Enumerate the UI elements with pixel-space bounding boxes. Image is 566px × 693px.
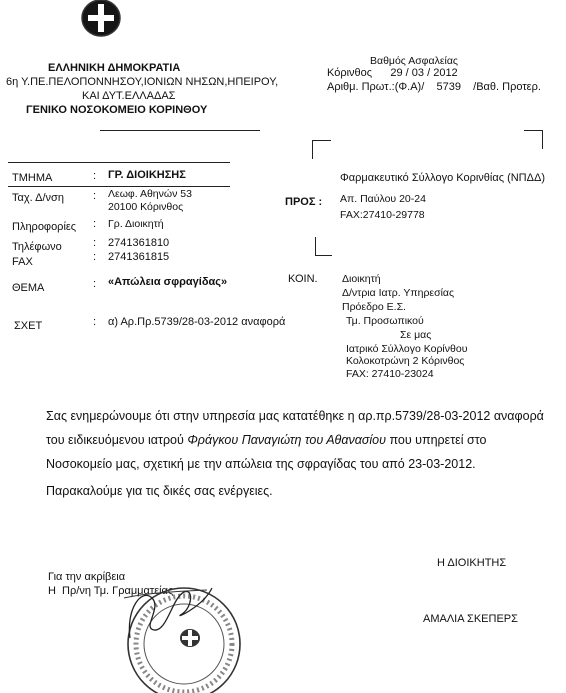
- header-line1: ΕΛΛΗΝΙΚΗ ΔΗΜΟΚΡΑΤΙΑ: [48, 62, 181, 74]
- fields-top-rule: [8, 162, 230, 163]
- body-line-4: Παρακαλούμε για τις δικές σας ενέργειες.: [46, 484, 273, 498]
- dept-colon: :: [93, 170, 97, 182]
- fax-label: FAX: [12, 256, 33, 268]
- subject-value: «Απώλεια σφραγίδας»: [108, 276, 228, 288]
- phone-label: Τηλέφωνο: [12, 241, 62, 253]
- header-line3: ΚΑΙ ΔΥΤ.ΕΛΛΑΔΑΣ: [82, 90, 176, 102]
- reference-label: ΣΧΕΤ: [14, 320, 43, 332]
- cc-item: FAX: 27410-23024: [346, 368, 434, 380]
- dept-value: ΓΡ. ΔΙΟΙΚΗΣΗΣ: [108, 169, 186, 181]
- body-line-2: [46, 428, 486, 452]
- reference-colon: :: [93, 316, 97, 328]
- header-hospital: ΓΕΝΙΚΟ ΝΟΣΟΚΟΜΕΙΟ ΚΟΡΙΝΘΟΥ: [26, 104, 208, 116]
- handwritten-signature: [112, 568, 222, 658]
- header-line2: 6η Υ.ΠΕ.ΠΕΛΟΠΟΝΝΗΣΟΥ,ΙΟΝΙΩΝ ΝΗΣΩΝ,ΗΠΕΙΡΟΥ,: [6, 76, 279, 88]
- info-value: Γρ. Διοικητή: [108, 218, 164, 230]
- corner-mark-top-left: [312, 140, 331, 159]
- info-colon: :: [93, 218, 97, 230]
- cc-item: Δ/ντρια Ιατρ. Υπηρεσίας: [342, 287, 455, 299]
- doctor-name: Φράγκου Παναγιώτη του Αθανασίου: [187, 433, 386, 447]
- cc-item: Σε μας: [400, 329, 432, 341]
- fax-colon: :: [93, 251, 97, 263]
- body-line-2-post: που υπηρετεί στο: [385, 433, 487, 447]
- place-date: Κόρινθος 29 / 03 / 2012: [327, 67, 458, 79]
- body-line-1: Σας ενημερώνουμε ότι στην υπηρεσία μας κατατέθηκε η αρ.πρ.5739/28-03-2012 αναφορά: [46, 409, 544, 423]
- reference-value: α) Αρ.Πρ.5739/28-03-2012 αναφορά: [108, 316, 286, 328]
- recipient-address: Απ. Παύλου 20-24: [340, 193, 426, 205]
- recipient-name: Φαρμακευτικό Σύλλογο Κορινθίας (ΝΠΔΔ): [340, 172, 545, 184]
- info-label: Πληροφορίες: [12, 221, 77, 233]
- protocol-number: Αριθμ. Πρωτ.:(Φ.Α)/ 5739 /Βαθ. Προτερ.: [327, 81, 541, 93]
- cc-item: Διοικητή: [342, 273, 381, 285]
- corner-mark-bottom-left: [315, 237, 332, 256]
- subject-label: ΘΕΜΑ: [12, 282, 45, 294]
- cc-item: Ιατρικό Σύλλογο Κορίνθου: [346, 343, 468, 355]
- phone-value: 2741361810: [108, 237, 170, 249]
- phone-colon: :: [93, 237, 97, 249]
- accuracy-line-2: Η Πρ/νη Τμ. Γραμματείας: [48, 585, 174, 597]
- recipient-label: ΠΡΟΣ :: [285, 196, 323, 208]
- cc-item: Τμ. Προσωπικού: [346, 315, 424, 327]
- cc-label: ΚΟΙΝ.: [288, 273, 318, 285]
- corner-mark-top-right: [524, 130, 543, 149]
- accuracy-line-1: Για την ακρίβεια: [48, 571, 126, 583]
- security-level: Βαθμός Ασφαλείας: [370, 55, 458, 67]
- header-underline: [100, 130, 260, 131]
- dept-rule: [8, 186, 230, 187]
- address-value-1: Λεωφ. Αθηνών 53: [108, 188, 192, 200]
- body-line-3: Νοσοκομείο μας, σχετική με την απώλεια της σφραγίδας του από 23-03-2012.: [46, 457, 476, 471]
- body-line-2-pre: του ειδικευόμενου ιατρού: [46, 433, 188, 447]
- dept-label: ΤΜΗΜΑ: [12, 172, 53, 184]
- address-label: Ταχ. Δ/νση: [12, 192, 64, 204]
- fax-value: 2741361815: [108, 251, 170, 263]
- subject-colon: :: [93, 278, 97, 290]
- coat-of-arms-emblem: [80, 0, 122, 38]
- cc-item: Πρόεδρο Ε.Σ.: [342, 301, 406, 313]
- recipient-fax: FAX:27410-29778: [340, 209, 425, 221]
- signature-title: Η ΔΙΟΙΚΗΤΗΣ: [437, 557, 507, 569]
- signature-name: ΑΜΑΛΙΑ ΣΚΕΠΕΡΣ: [423, 613, 518, 625]
- address-colon: :: [93, 190, 97, 202]
- address-value-2: 20100 Κόρινθος: [108, 201, 184, 213]
- cc-item: Κολοκοτρώνη 2 Κόρινθος: [346, 355, 465, 367]
